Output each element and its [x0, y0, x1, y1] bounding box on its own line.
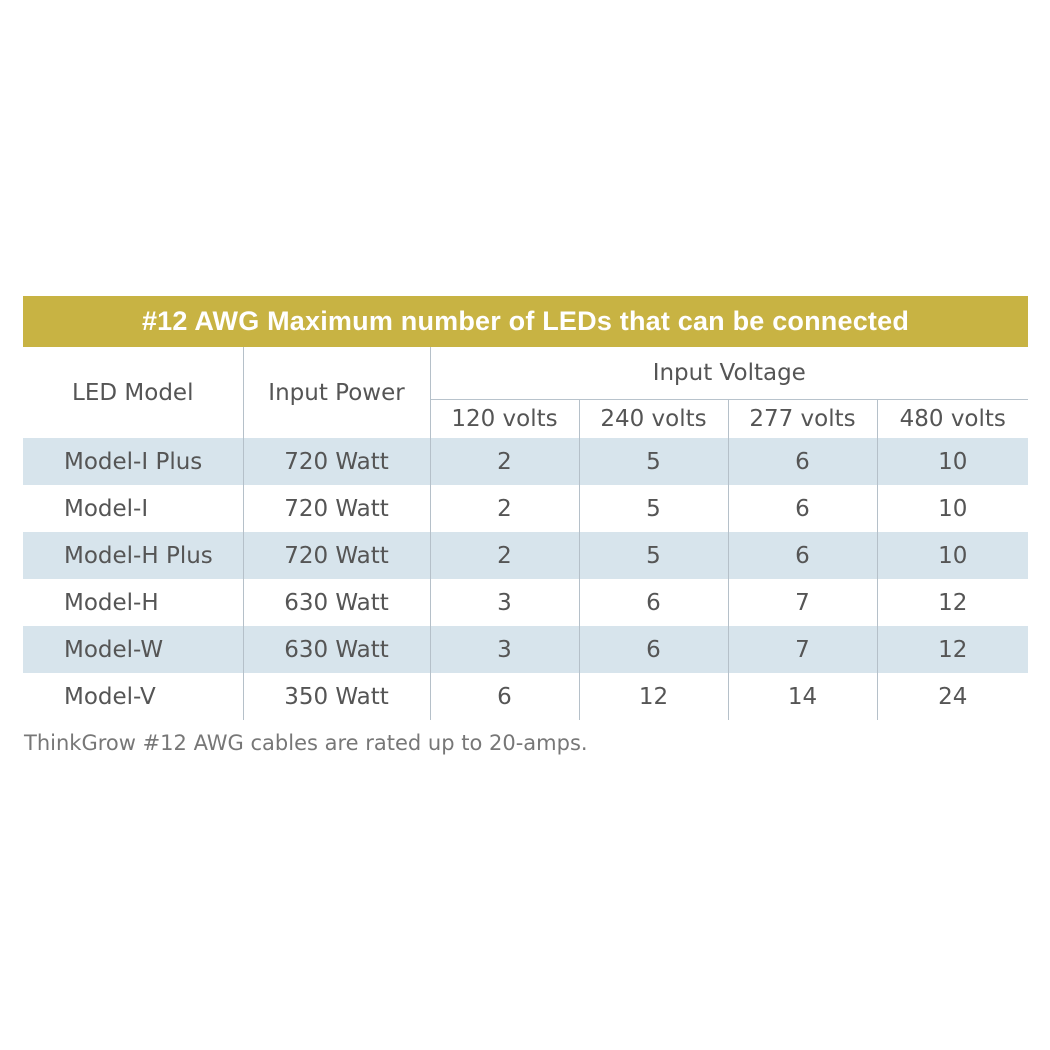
- count-cell: 12: [877, 626, 1028, 673]
- table-row: [23, 579, 1028, 626]
- count-cell: 2: [430, 532, 579, 579]
- power-cell: 630 Watt: [243, 626, 430, 673]
- count-cell: 2: [430, 485, 579, 532]
- count-cell: 10: [877, 438, 1028, 485]
- model-cell: Model-W: [23, 626, 243, 673]
- count-cell: 6: [579, 626, 728, 673]
- header-led-model: LED Model: [23, 347, 243, 438]
- table-row: [23, 485, 1028, 532]
- count-cell: 24: [877, 673, 1028, 720]
- table-row: [23, 673, 1028, 720]
- table-title: #12 AWG Maximum number of LEDs that can be connected: [23, 296, 1028, 347]
- count-cell: 5: [579, 438, 728, 485]
- count-cell: 12: [877, 579, 1028, 626]
- count-cell: 3: [430, 626, 579, 673]
- model-cell: Model-V: [23, 673, 243, 720]
- model-cell: Model-I Plus: [23, 438, 243, 485]
- count-cell: 3: [430, 579, 579, 626]
- header-voltage-277: 277 volts: [728, 400, 877, 439]
- led-capacity-table: [23, 296, 1028, 720]
- table-row: [23, 626, 1028, 673]
- header-voltage-120: 120 volts: [430, 400, 579, 439]
- table-row: [23, 532, 1028, 579]
- model-cell: Model-I: [23, 485, 243, 532]
- count-cell: 2: [430, 438, 579, 485]
- count-cell: 6: [430, 673, 579, 720]
- table-row: [23, 438, 1028, 485]
- footnote: ThinkGrow #12 AWG cables are rated up to 20-amps.: [24, 731, 588, 755]
- count-cell: 6: [579, 579, 728, 626]
- power-cell: 630 Watt: [243, 579, 430, 626]
- power-cell: 720 Watt: [243, 438, 430, 485]
- count-cell: 6: [728, 532, 877, 579]
- model-cell: Model-H Plus: [23, 532, 243, 579]
- model-cell: Model-H: [23, 579, 243, 626]
- count-cell: 5: [579, 485, 728, 532]
- count-cell: 10: [877, 485, 1028, 532]
- count-cell: 12: [579, 673, 728, 720]
- count-cell: 14: [728, 673, 877, 720]
- power-cell: 720 Watt: [243, 485, 430, 532]
- header-input-voltage: Input Voltage: [430, 347, 1028, 400]
- count-cell: 5: [579, 532, 728, 579]
- header-voltage-480: 480 volts: [899, 406, 1006, 432]
- header-input-power: Input Power: [243, 347, 430, 438]
- count-cell: 6: [728, 438, 877, 485]
- data-table: [23, 347, 1028, 720]
- header-voltage-240: 240 volts: [579, 400, 728, 439]
- count-cell: 7: [728, 626, 877, 673]
- count-cell: 6: [728, 485, 877, 532]
- power-cell: 350 Watt: [243, 673, 430, 720]
- power-cell: 720 Watt: [243, 532, 430, 579]
- count-cell: 7: [728, 579, 877, 626]
- count-cell: 10: [877, 532, 1028, 579]
